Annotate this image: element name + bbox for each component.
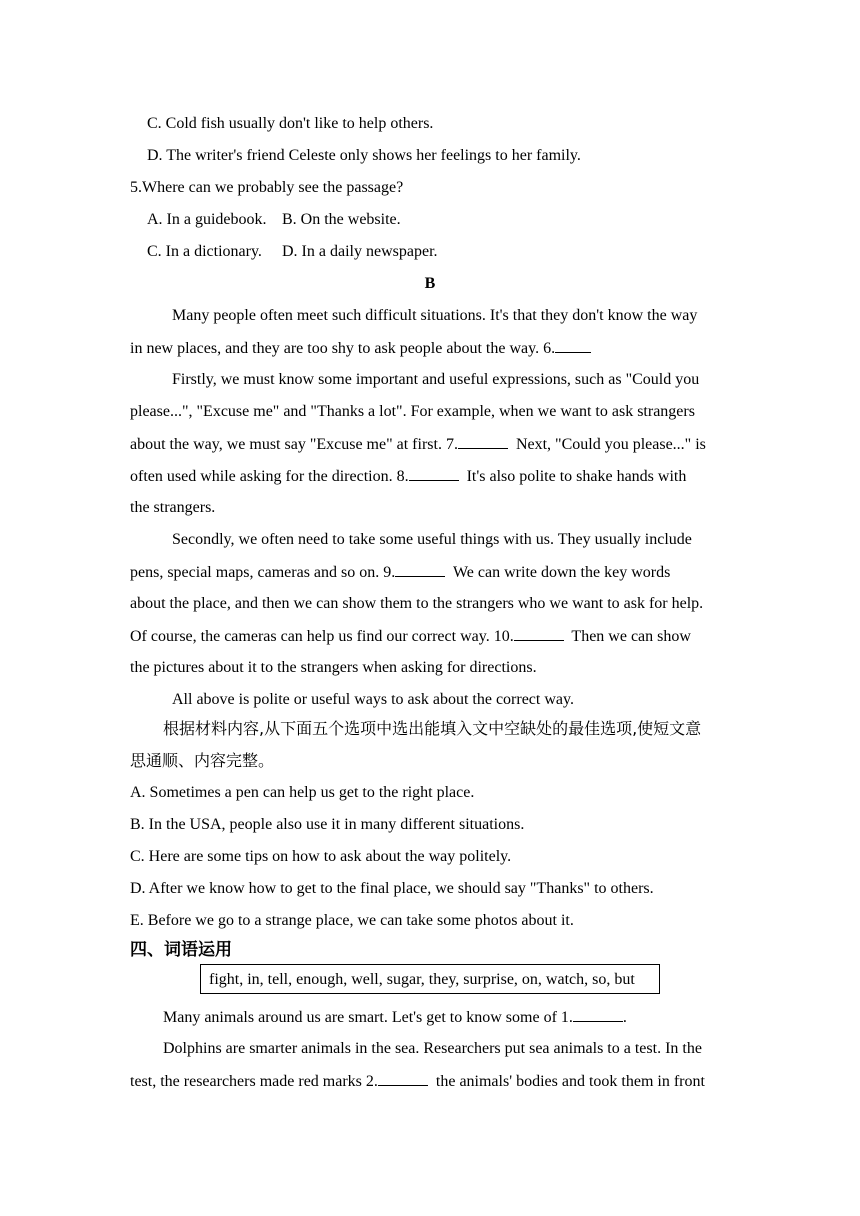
passage-b-p2-line2: please...", "Excuse me" and "Thanks a lot". For example, when we want to ask strangers bbox=[130, 403, 695, 420]
passage-b-p3-line2 bbox=[130, 562, 670, 583]
passage-b-p3-line5: the pictures about it to the strangers when asking for directions. bbox=[130, 659, 537, 676]
passage-b-p4: All above is polite or useful ways to ask about the correct way. bbox=[172, 691, 574, 708]
passage-4-text: Many animals around us are smart. Let's get to know some of 1. bbox=[163, 1009, 573, 1026]
passage-b-p2-line4 bbox=[130, 466, 686, 487]
passage-4-p2-line1: Dolphins are smarter animals in the sea. Researchers put sea animals to a test. In the bbox=[163, 1040, 702, 1057]
passage-b-text: in new places, and they are too shy to ask people about the way. 6. bbox=[130, 340, 556, 357]
passage-b-text: about the way, we must say "Excuse me" at first. 7. bbox=[130, 436, 458, 453]
answer-blank-1 bbox=[573, 1007, 623, 1022]
passage-b-text: It's also polite to shake hands with bbox=[466, 468, 687, 485]
q5-option-a: A. In a guidebook. bbox=[147, 211, 267, 228]
answer-blank-8 bbox=[409, 466, 459, 481]
q5-question: 5.Where can we probably see the passage? bbox=[130, 179, 404, 196]
passage-b-text: often used while asking for the direction. 8. bbox=[130, 468, 409, 485]
passage-b-p3-line4 bbox=[130, 626, 691, 647]
answer-blank-9 bbox=[395, 562, 445, 577]
answer-blank-6 bbox=[555, 338, 591, 353]
word-bank-text: fight, in, tell, enough, well, sugar, they, surprise, on, watch, so, but bbox=[209, 971, 635, 988]
instructions-line2: 思通顺、内容完整。 bbox=[130, 751, 275, 770]
q5-option-b: B. On the website. bbox=[282, 211, 401, 228]
section-4-heading: 四、词语运用 bbox=[130, 940, 232, 960]
option-a: A. Sometimes a pen can help us get to the right place. bbox=[130, 784, 475, 801]
option-c: C. Here are some tips on how to ask about the way politely. bbox=[130, 848, 512, 865]
passage-b-text: pens, special maps, cameras and so on. 9. bbox=[130, 564, 396, 581]
answer-blank-7 bbox=[458, 434, 508, 449]
passage-b-p1-line2 bbox=[130, 338, 591, 359]
passage-4-text: . bbox=[622, 1009, 627, 1026]
passage-b-p3-line3: about the place, and then we can show them to the strangers who we want to ask for help. bbox=[130, 595, 704, 612]
answer-blank-10 bbox=[514, 626, 564, 641]
instructions-line1: 根据材料内容,从下面五个选项中选出能填入文中空缺处的最佳选项,使短文意 bbox=[163, 719, 702, 738]
passage-b-text: We can write down the key words bbox=[452, 564, 671, 581]
passage-4-p2-line2 bbox=[130, 1071, 705, 1092]
passage-b-text: Then we can show bbox=[571, 628, 691, 645]
q4-option-d: D. The writer's friend Celeste only shows her feelings to her family. bbox=[147, 147, 581, 164]
passage-b-p1-line1: Many people often meet such difficult situations. It's that they don't know the way bbox=[172, 307, 698, 324]
passage-4-text: the animals' bodies and took them in front bbox=[435, 1073, 705, 1090]
passage-b-p3-line1: Secondly, we often need to take some useful things with us. They usually include bbox=[172, 531, 692, 548]
q4-option-c: C. Cold fish usually don't like to help others. bbox=[147, 115, 434, 132]
option-e: E. Before we go to a strange place, we can take some photos about it. bbox=[130, 912, 574, 929]
passage-b-text: Of course, the cameras can help us find our correct way. 10. bbox=[130, 628, 514, 645]
section-b-heading: B bbox=[424, 275, 436, 292]
q5-option-d: D. In a daily newspaper. bbox=[282, 243, 438, 260]
option-d: D. After we know how to get to the final place, we should say "Thanks" to others. bbox=[130, 880, 654, 897]
word-bank-box bbox=[200, 964, 660, 994]
passage-b-text: Next, "Could you please..." is bbox=[515, 436, 706, 453]
q5-option-c: C. In a dictionary. bbox=[147, 243, 262, 260]
passage-b-p2-line3 bbox=[130, 434, 706, 455]
passage-b-p2-line1: Firstly, we must know some important and useful expressions, such as "Could you bbox=[172, 371, 700, 388]
answer-blank-2 bbox=[378, 1071, 428, 1086]
option-b: B. In the USA, people also use it in many different situations. bbox=[130, 816, 525, 833]
passage-4-text: test, the researchers made red marks 2. bbox=[130, 1073, 378, 1090]
passage-b-p2-line5: the strangers. bbox=[130, 499, 216, 516]
passage-4-p1 bbox=[163, 1007, 627, 1028]
